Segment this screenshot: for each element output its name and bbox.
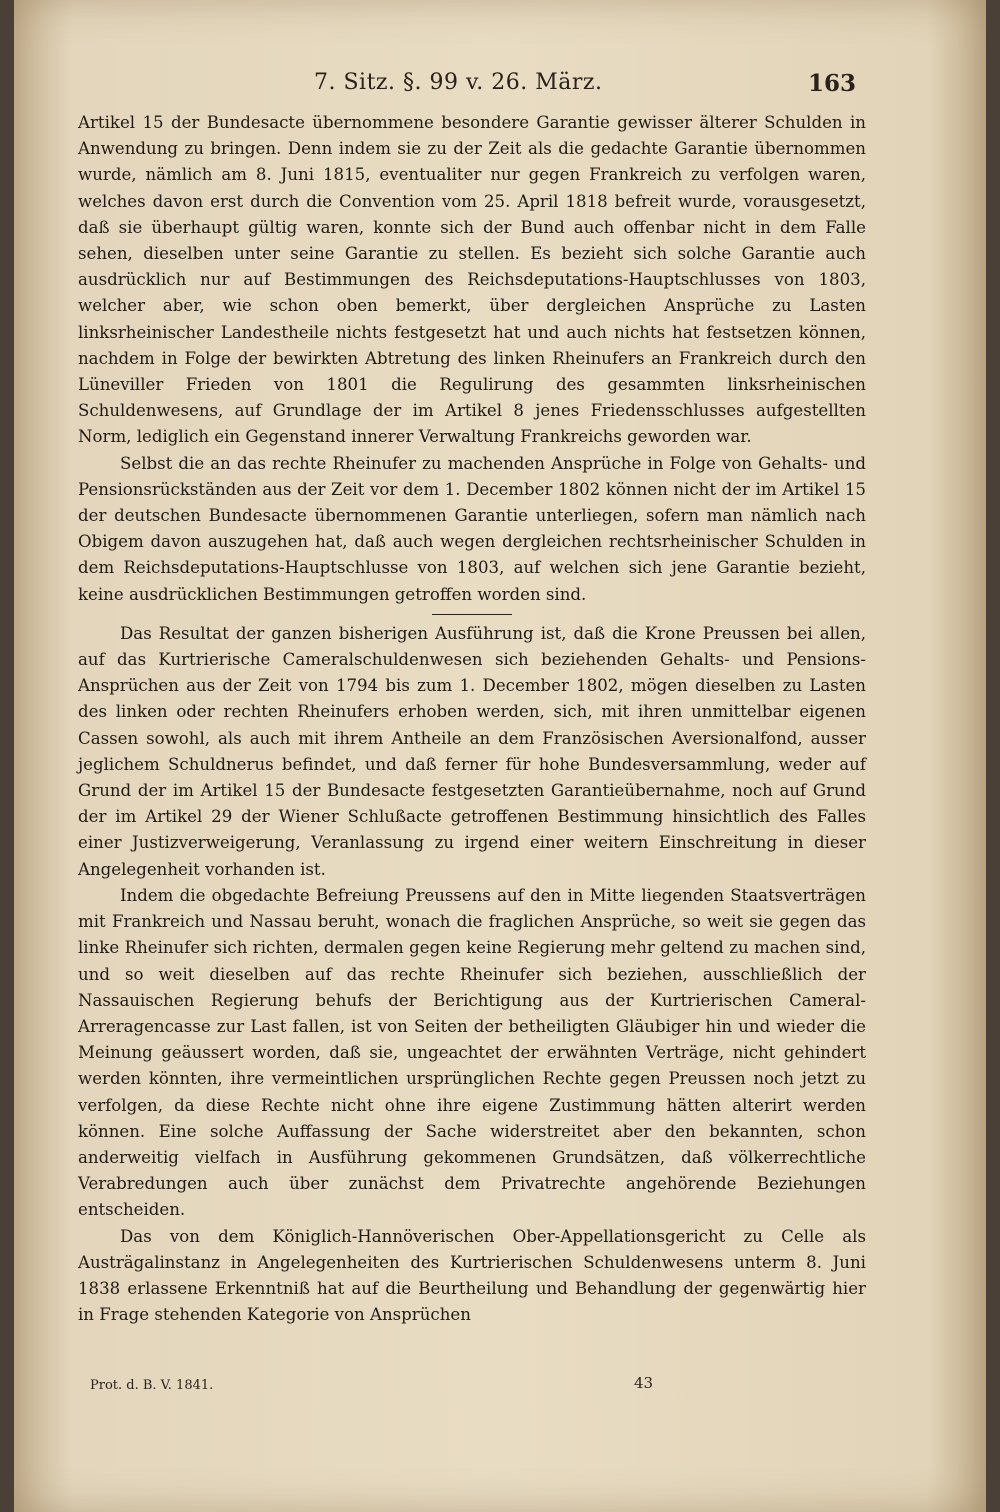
running-head: 7. Sitz. §. 99 v. 26. März. xyxy=(314,70,603,95)
paragraph: Das Resultat der ganzen bisherigen Ausführung ist, daß die Krone Preussen bei allen, auf das Kurtrierische Cameralschuldenwesen sich beziehenden Gehalts- und Pensions-Ansprüchen aus der Zeit von 1794 bis zum 1. December 1802, mögen dieselben zu Lasten des linken oder rechten Rheinufers erhoben werden, sich, mit ihren unmittelbar eigenen Cassen sowohl, als auch mit ihrem Antheile an dem Französischen Aversionalfond, ausser jeglichem Schuldnerus befindet, und daß ferner für hohe Bundesversammlung, weder auf Grund der im Artikel 15 der Bundesacte festgesetzten Garantieübernahme, noch auf Grund der im Artikel 29 der Wiener Schlußacte getroffenen Bestimmung hinsichtlich des Falles einer Justizverweigerung, Veranlassung zu irgend einer weitern Einschreitung in dieser Angelegenheit vorhanden ist. xyxy=(78,623,866,879)
paragraph: Das von dem Königlich-Hannöverischen Ober-Appellationsgericht zu Celle als Austrägalinstanz in Angelegenheiten des Kurtrierischen Schuldenwesens unterm 8. Juni 1838 erlassene Erkenntniß hat auf die Beurtheilung und Behandlung der gegenwärtig hier in Frage stehenden Kategorie von Ansprüchen xyxy=(78,1226,866,1325)
page-footer xyxy=(14,1374,986,1402)
page-header xyxy=(14,70,986,104)
body-text xyxy=(78,110,866,1328)
sheet-signature: 43 xyxy=(634,1374,654,1392)
section-divider xyxy=(432,614,512,615)
paragraph: Selbst die an das rechte Rheinufer zu machenden Ansprüche in Folge von Gehalts- und Pensionsrückständen aus der Zeit vor dem 1. December 1802 können nicht der im Artikel 15 der deutschen Bundesacte übernommenen Garantie unterliegen, sofern man nämlich nach Obigem davon auszugehen hat, daß auch wegen dergleichen rechtsrheinischer Schulden in dem Reichsdeputations-Hauptschlusse von 1803, auf welchen sich jene Garantie bezieht, keine ausdrücklichen Bestimmungen getroffen worden sind. xyxy=(78,453,866,604)
document-page xyxy=(14,0,986,1512)
paragraph: Indem die obgedachte Befreiung Preussens auf den in Mitte liegenden Staatsverträgen mit Frankreich und Nassau beruht, wonach die fraglichen Ansprüche, so weit sie gegen das linke Rheinufer sich richten, dermalen gegen keine Regierung mehr geltend zu machen sind, und so weit dieselben auf das rechte Rheinufer sich beziehen, ausschließlich der Nassauischen Regierung behufs der Berichtigung aus der Kurtrierischen Cameral-Arreragencasse zur Last fallen, ist von Seiten der betheiligten Gläubiger hin und wieder die Meinung geäussert worden, daß sie, ungeachtet der erwähnten Verträge, nicht gehindert werden könnten, ihre vermeintlichen ursprünglichen Rechte gegen Preussen noch jetzt zu verfolgen, da diese Rechte nicht ohne ihre eigene Zustimmung hätten alterirt werden können. Eine solche Auffassung der Sache widerstreitet aber den bekannten, schon anderweitig vielfach in Ausführung gekommenen Grundsätzen, daß völkerrechtliche Verabredungen auch über zunächst dem Privatrechte angehörende Beziehungen entscheiden. xyxy=(78,885,866,1220)
paragraph: Artikel 15 der Bundesacte übernommene besondere Garantie gewisser älterer Schulden in Anwendung zu bringen. Denn indem sie zu der Zeit als die gedachte Garantie übernommen wurde, nämlich am 8. Juni 1815, eventualiter nur gegen Frankreich zu verfolgen waren, welches davon erst durch die Convention vom 25. April 1818 befreit wurde, vorausgesetzt, daß sie überhaupt gültig waren, konnte sich der Bund auch offenbar nicht in dem Falle sehen, dieselben unter seine Garantie zu stellen. Es bezieht sich solche Garantie auch ausdrücklich nur auf Bestimmungen des Reichsdeputations-Hauptschlusses von 1803, welcher aber, wie schon oben bemerkt, über dergleichen Ansprüche zu Lasten linksrheinischer Landestheile nichts festgesetzt hat und auch nichts hat festsetzen können, nachdem in Folge der bewirkten Abtretung des linken Rheinufers an Frankreich durch den Lüneviller Frieden von 1801 die Regulirung des gesammten linksrheinischen Schuldenwesens, auf Grundlage der im Artikel 8 jenes Friedensschlusses aufgestellten Norm, lediglich ein Gegenstand innerer Verwaltung Frankreichs geworden war. xyxy=(78,113,866,447)
footer-imprint: Prot. d. B. V. 1841. xyxy=(90,1378,214,1393)
page-number: 163 xyxy=(807,70,856,97)
